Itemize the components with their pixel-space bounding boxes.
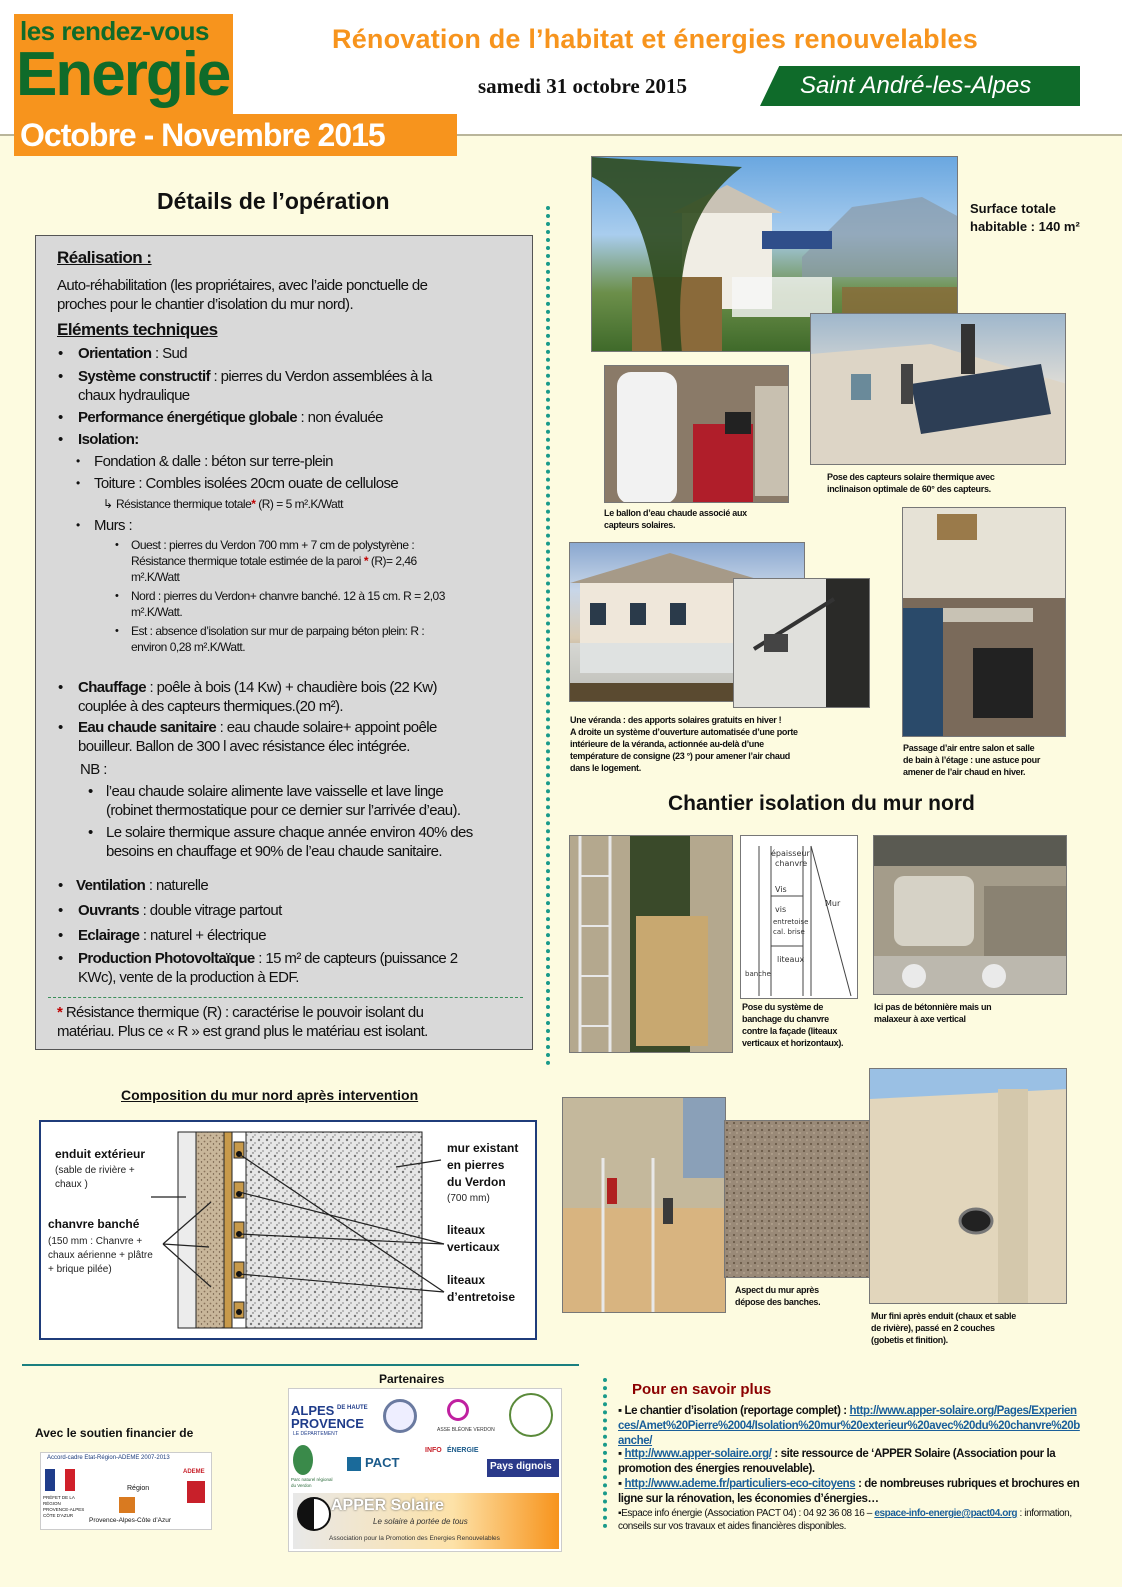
item-est-2: environ 0,28 m².K/Watt. [131,640,246,654]
nb-label: NB : [80,761,107,778]
air-passage-drawing [903,508,1066,737]
item-photovoltaique: Production Photovoltaïque : 15 m² de capteurs (puissance 2 [78,950,458,967]
footer-divider [22,1364,579,1366]
enduit-layer [178,1132,196,1328]
bullet-icon: • [58,431,64,448]
label-mur-1: mur existant [447,1141,519,1155]
logo-pays-dignois: Pays dignois [487,1459,559,1477]
seal-icon [383,1399,417,1433]
bullet-icon: • [58,950,64,967]
nb-item-1-cont: (robinet thermostatique pour ce dernier sur l’arrivée d’eau). [106,802,461,819]
label-mur-2: en pierres [447,1158,505,1172]
item-systeme-cont: chaux hydraulique [78,387,190,404]
item-ouvrants: Ouvrants : double vitrage partout [78,902,282,919]
caption-capteurs: Pose des capteurs solaire thermique avec inclinaison optimale de 60° des capteurs. [827,472,995,494]
item-performance: Performance énergétique globale : non évaluée [78,409,383,426]
svg-text:Vis: Vis [775,885,787,894]
caption-banchage: Pose du système de banchage du chanvre contre la façade (liteaux verticaux et horizontaux). [742,1002,844,1048]
note-chanvre-2: chaux aérienne + plâtre [48,1250,153,1261]
label-chanvre: chanvre banché [48,1217,140,1231]
label-liteaux-v-1: liteaux [447,1223,486,1237]
apper-link[interactable]: http://www.apper-solaire.org/ [624,1448,772,1460]
support-region-2: Provence-Alpes-Côte d’Azur [89,1517,172,1524]
more-info-title: Pour en savoir plus [632,1381,772,1398]
logo-info-2: ÉNERGIE [447,1447,479,1454]
logo-info-1: INFO [425,1447,442,1454]
workers-photo [562,1097,726,1313]
mixer-drawing [874,836,1067,995]
item-ventilation: Ventilation : naturelle [76,877,209,894]
operation-heading: Détails de l’opération [157,188,390,214]
yin-yang-icon [297,1497,331,1531]
svg-text:entretoise: entretoise [773,918,809,926]
label-liteaux-e-2: d’entretoise [447,1290,516,1304]
caption-aspect: Aspect du mur après dépose des banches. [735,1285,821,1307]
bullet-icon: • [58,877,64,894]
label-liteaux-e-1: liteaux [447,1273,486,1287]
caption-malaxeur: Ici pas de bétonnière mais un malaxeur à axe vertical [874,1002,992,1024]
elements-title: Eléments techniques [57,320,218,339]
chantier-heading: Chantier isolation du mur nord [668,792,975,815]
hand-sketch [740,835,858,999]
scaffold-photo [569,835,733,1053]
water-tank-photo [604,365,789,503]
town-name: Saint André-les-Alpes [800,72,1032,99]
label-enduit: enduit extérieur [55,1147,146,1161]
item-nord-2: m².K/Watt. [131,605,183,619]
nb-item-2-cont: besoins en chauffage et 90% de l’eau chaude sanitaire. [106,843,442,860]
bullet-icon: • [76,518,81,532]
bullet-icon: • [58,345,64,362]
svg-text:épaisseur: épaisseur [771,849,810,858]
support-top-text: Accord-cadre Etat-Région-ADEME 2007-2013 [47,1455,170,1461]
svg-text:Mur: Mur [825,899,841,908]
realisation-title: Réalisation : [57,248,152,267]
more-item-4: ▪Espace info énergie (Association PACT 04) : 04 92 36 08 16 – espace-info-energie@pact04.org : information, conseils sur vos travaux et aides financières disponibles. [618,1508,1072,1532]
air-passage-photo [902,507,1066,737]
item-photovoltaique-cont: KWc), vente de la production à EDF. [78,969,299,986]
note-mur: (700 mm) [447,1193,490,1204]
more-item-1: ▪ Le chantier d’isolation (reportage complet) : http://www.apper-solaire.org/Pages/Experiences/Amet%20Pierre%2004/Isolation%20mur%20exterieur%20avec%20du%20chanvre%20banche/ [618,1405,1080,1447]
svg-text:banche: banche [745,970,771,978]
support-logos [40,1452,212,1530]
footer-column-divider [603,1378,607,1528]
note-enduit-2: chaux ) [55,1179,88,1190]
bullet-icon: • [88,783,94,800]
item-est-1: Est : absence d’isolation sur mur de parpaing béton plein: R : [131,624,425,638]
note-chanvre-1: (150 mm : Chanvre + [48,1236,143,1247]
logo-apper-sub: Le solaire à portée de tous [373,1517,468,1526]
item-isolation: Isolation: [78,431,139,448]
item-orientation: Orientation : Sud [78,345,187,362]
realisation-text-1: Auto-réhabilitation (les propriétaires, avec l’aide ponctuelle de [57,277,428,294]
label-mur-3: du Verdon [447,1175,506,1189]
marianne-icon [45,1469,75,1491]
stone-wall-layer [246,1132,422,1328]
parc-icon [293,1445,313,1475]
community-icon [509,1393,553,1437]
more-item-2: ▪ http://www.apper-solaire.org/ : site ressource de ‘APPER Solaire (Association pour la promotion des énergies renouvelable). [618,1448,1056,1475]
event-date: samedi 31 octobre 2015 [478,74,688,98]
logo-apper-sub-2: Association pour la Promotion des Energies Renouvelables [329,1535,500,1542]
water-tank-drawing [605,366,789,503]
item-resistance-toiture: Résistance thermique totale* (R) = 5 m².K/Watt [116,497,343,511]
column-divider [546,206,550,1066]
bullet-icon: • [115,539,119,551]
bullet-icon: • [115,590,119,602]
more-item-3: ▪ http://www.ademe.fr/particuliers-eco-citoyens : de nombreuses rubriques et brochures en ligne sur la rénovation, les économies d’énergies… [618,1478,1080,1505]
caption-veranda: Une véranda : des apports solaires gratuits en hiver ! A droite un système d’ouverture automatisée d’une porte intérieure de la véranda, actionnée au-delà d’une température de consigne (23 °) pour amener l’air chaud dans le logement. [570,715,798,773]
logo-alpes-1: ALPES [291,1403,335,1418]
wall-composition-title: Composition du mur nord après intervention [121,1087,419,1103]
arrow-icon: ↳ [103,497,113,511]
vertical-batten [224,1132,232,1328]
logo-tagline: les rendez-vous [20,16,210,46]
asse-icon [447,1399,469,1421]
caption-passage: Passage d’air entre salon et salle de bain à l’étage : une astuce pour amener de l’air chaud en hiver. [903,743,1041,777]
finished-wall-drawing [870,1069,1067,1304]
footnote-divider [48,997,523,998]
automated-door-drawing [734,579,870,708]
logo-parc: Parc naturel régional du Verdon [291,1477,333,1488]
partners-title: Partenaires [379,1372,445,1386]
ademe-icon [187,1481,205,1503]
workers-drawing [563,1098,726,1313]
caption-mur-fini: Mur fini après enduit (chaux et sable de rivière), passé en 2 couches (gobetis et finition). [871,1311,1016,1345]
item-eau-chaude: Eau chaude sanitaire : eau chaude solaire+ appoint poêle [78,719,437,736]
support-ademe: ADEME [183,1469,205,1475]
logo-pact: PACT [365,1455,400,1470]
chantier-link[interactable]: http://www.apper-solaire.org/Pages/Experiences/Amet%20Pierre%2004/Isolation%20mur%20exterieur%20avec%20du%20chanvre%20banche/ [618,1405,1080,1447]
label-liteaux-v-2: verticaux [447,1240,500,1254]
bullet-icon: • [58,409,64,426]
bullet-icon: • [58,902,64,919]
bullet-icon: • [58,679,64,696]
logo-alpes-2: PROVENCE [291,1416,364,1431]
support-title: Avec le soutien financier de [35,1426,194,1440]
item-chauffage-cont: couplée à des capteurs thermiques.(20 m²). [78,698,343,715]
item-eau-chaude-cont: bouilleur. Ballon de 300 l avec résistance élec intégrée. [78,738,410,755]
item-murs: Murs : [94,517,133,534]
item-toiture: Toiture : Combles isolées 20cm ouate de cellulose [94,475,399,492]
solar-collectors-photo [810,313,1066,465]
logo-apper: APPER Solaire [331,1497,444,1514]
bullet-icon: • [58,368,64,385]
item-systeme: Système constructif : pierres du Verdon assemblées à la [78,368,432,385]
pact-icon [347,1457,361,1471]
hand-sketch-drawing [741,836,858,999]
hemp-layer [196,1132,224,1328]
logo-month: Octobre - Novembre 2015 [20,117,385,153]
realisation-text-2: proches pour le chantier d’isolation du mur nord). [57,296,354,313]
item-ouest-2: Résistance thermique totale estimée de la paroi * (R)= 2,46 [131,554,417,568]
bullet-icon: • [76,454,81,468]
surface-text: Surface totale habitable : 140 m² [970,201,1080,234]
support-region-1: Région [127,1485,150,1492]
svg-text:chanvre: chanvre [775,859,808,868]
item-ouest-3: m².K/Watt [131,570,180,584]
scaffold-drawing [570,836,733,1053]
finished-wall-photo [869,1068,1067,1304]
page-title: Rénovation de l’habitat et énergies renouvelables [332,24,978,54]
svg-text:vis: vis [775,905,787,914]
partners-logos [288,1388,562,1552]
bullet-icon: • [115,625,119,637]
nb-item-1: l’eau chaude solaire alimente lave vaisselle et lave linge [106,783,444,800]
logo-title: Energie [16,40,230,109]
logo-alpes-sub: LE DÉPARTEMENT [293,1431,338,1437]
bullet-icon: • [58,927,64,944]
item-eclairage: Eclairage : naturel + électrique [78,927,267,944]
footnote-2: matériau. Plus ce « R » est grand plus le matériau est isolant. [57,1023,428,1040]
footnote-1: * Résistance thermique (R) : caractérise le pouvoir isolant du [57,1004,424,1021]
svg-text:cal. brise: cal. brise [773,928,805,936]
logo-alpes-small: DE HAUTE [337,1405,368,1411]
svg-text:liteaux: liteaux [777,955,805,964]
item-ouest-1: Ouest : pierres du Verdon 700 mm + 7 cm de polystyrène : [131,538,415,552]
item-fondation: Fondation & dalle : béton sur terre-plein [94,453,333,470]
item-chauffage: Chauffage : poêle à bois (14 Kw) + chaudière bois (22 Kw) [78,679,437,696]
item-nord-1: Nord : pierres du Verdon+ chanvre banché. 12 à 15 cm. R = 2,03 [131,589,445,603]
mixer-photo [873,835,1067,995]
solar-collectors-drawing [811,314,1066,465]
nb-item-2: Le solaire thermique assure chaque année environ 40% des [106,824,473,841]
region-emblem-icon [119,1497,135,1513]
logo-asse: ASSE BLÉONE VERDON [437,1427,495,1433]
bullet-icon: • [58,719,64,736]
note-chanvre-3: + brique pilée) [48,1264,112,1275]
automated-door-photo [733,578,870,708]
bullet-icon: • [88,824,94,841]
caption-ballon: Le ballon d’eau chaude associé aux capteurs solaires. [604,508,747,530]
note-enduit-1: (sable de rivière + [55,1165,135,1176]
bullet-icon: • [76,476,81,490]
support-prefet: PRÉFET DE LA RÉGION PROVENCE-ALPES CÔTE D'AZUR [43,1495,85,1518]
email-link[interactable]: espace-info-energie@pact04.org [874,1508,1018,1519]
ademe-link[interactable]: http://www.ademe.fr/particuliers-eco-citoyens [624,1478,856,1490]
